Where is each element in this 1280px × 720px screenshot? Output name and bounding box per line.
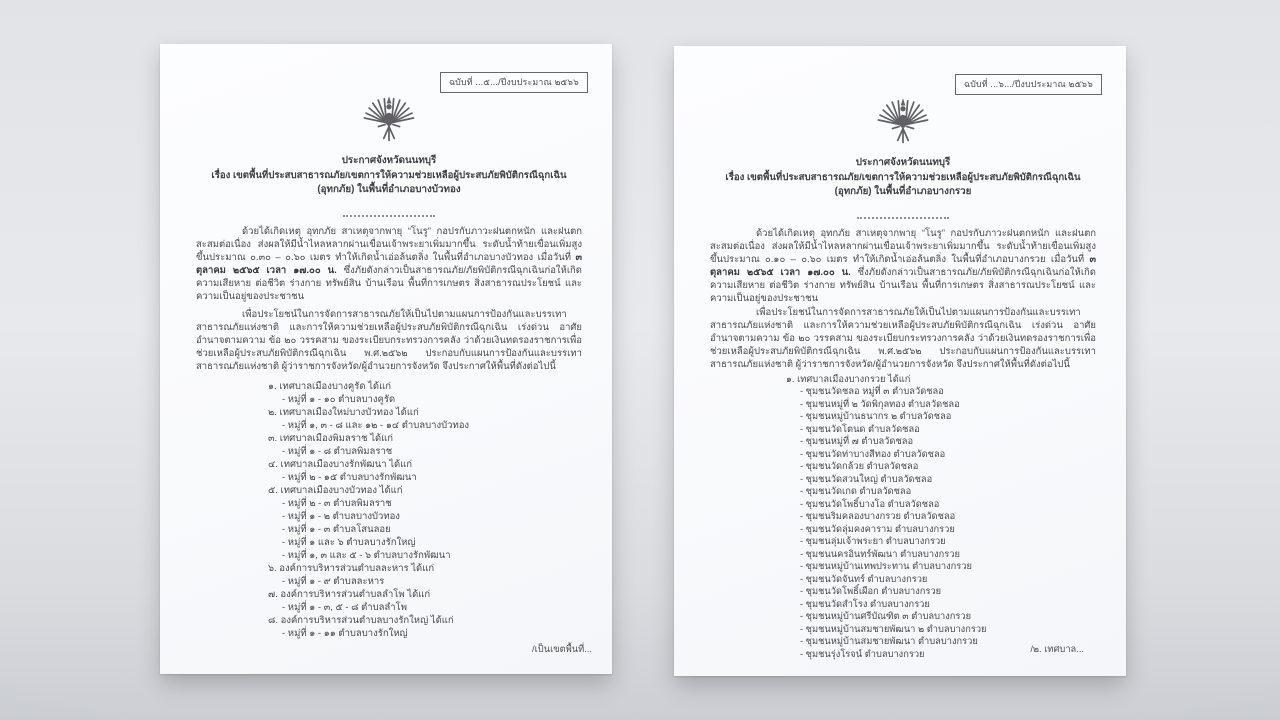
paragraph-text: ด้วยได้เกิดเหตุ อุทกภัย สาเหตุจากพายุ “โนรู” กอปรกับภาวะฝนตกหนัก และฝนตกสะสมต่อเนื่อง ส่งผลให้มีน้ำไหลหลากผ่านเขื่อนเจ้าพระยาเพิ่มมากขึ้น ระดับน้ำท้ายเขื่อนเพิ่มสูงขึ้นประมาณ ๐.๑๐ – ๐.๖๐ เมตร ทำให้เกิดน้ำเอ่อล้นตลิ่ง ในพื้นที่อำเภอบางกรวย เมื่อวันที่ [710,227,1096,265]
list-item: - ชุมชนหมู่บ้านเทพประทาน ตำบลบางกรวย [800,561,972,571]
body-paragraph-2: เพื่อประโยชน์ในการจัดการสาธารณภัยให้เป็นไปตามแผนการป้องกันและบรรเทาสาธารณภัยแห่งชาติ และการให้ความช่วยเหลือผู้ประสบภัยพิบัติกรณีฉุกเฉิน เร่งด่วน อาศัยอำนาจตามความ ข้อ ๒๐ วรรคสาม ของระเบียบกระทรวงการคลัง ว่าด้วยเงินทดรองราชการเพื่อช่วยเหลือผู้ประสบภัยพิบัติกรณีฉุกเฉิน พ.ศ.๒๕๖๒ ประกอบกับแผนการป้องกันและบรรเทาสาธารณภัยแห่งชาติ ผู้ว่าราชการจังหวัด/ผู้อำนวยการจังหวัด จึงประกาศให้พื้นที่ดังต่อไปนี้ [196,308,582,372]
list-item: - ชุมชนวัดท่าบางสีทอง ตำบลวัดชลอ [800,448,946,459]
list-item: - หมู่ที่ ๑ - ๒ ตำบลบางบัวทอง [282,510,400,522]
list-item: - ชุมชนริมคลองบางกรวย ตำบลวัดชลอ [800,511,956,521]
list-item: - หมู่ที่ ๒ - ๓ ตำบลพิมลราช [282,497,392,509]
list-item: - ชุมชนรุ่งโรจน์ ตำบลบางกรวย [800,648,925,659]
list-item: - ชุมชนหมู่บ้านสมชายพัฒนา ๒ ตำบลบางกรวย [800,623,987,634]
page-title: ประกาศจังหวัดนนทบุรี [341,155,437,166]
list-item: - ชุมชนวัดโพธิ์บางโอ ตำบลวัดชลอ [800,498,940,509]
document-page-1 [160,44,612,674]
dotted-divider [343,215,435,217]
list-item: - ชุมชนวัดจันทร์ ตำบลบางกรวย [800,573,928,584]
announcement-subject: เรื่อง เขตพื้นที่ประสบสาธารณภัย/เขตการให้ความช่วยเหลือผู้ประสบภัยพิบัติกรณีฉุกเฉิน [725,171,1081,183]
affected-area-list [196,380,582,640]
body-paragraph-1 [196,225,582,303]
continuation-note: /๒. เทศบาล... [1030,644,1084,654]
list-item: ๑. เทศบาลเมืองบางคูรัด ได้แก่ [268,380,391,392]
page-title: ประกาศจังหวัดนนทบุรี [855,157,951,168]
garuda-emblem-icon [870,88,936,152]
list-item: ๔. เทศบาลเมืองบางรักพัฒนา ได้แก่ [268,458,413,470]
list-item: - ชุมชนหมู่บ้านศรีบัณฑิต ๓ ตำบลบางกรวย [800,611,972,621]
list-item: - หมู่ที่ ๒ - ๑๕ ตำบลบางรักพัฒนา [282,471,417,483]
paragraph-text: ซึ่งภัยดังกล่าวเป็นสาธารณภัย/ภัยพิบัติกรณีฉุกเฉินก่อให้เกิดความเสียหาย ต่อชีวิต ร่างกาย ทรัพย์สิน บ้านเรือน พื้นที่การเกษตร สิ่งสาธารณประโยชน์ และความเป็นอยู่ของประชาชน [710,266,1096,304]
list-item: - หมู่ที่ ๑ - ๙ ตำบลละหาร [282,575,385,587]
announcement-subject: เรื่อง เขตพื้นที่ประสบสาธารณภัย/เขตการให้ความช่วยเหลือผู้ประสบภัยพิบัติกรณีฉุกเฉิน [211,169,567,181]
list-item: ๕. เทศบาลเมืองบางบัวทอง ได้แก่ [268,484,403,496]
list-item: - หมู่ที่ ๑ - ๓, ๕ - ๘ ตำบลลำโพ [282,601,407,613]
list-item: - หมู่ที่ ๑ - ๘ ตำบลพิมลราช [282,445,393,457]
body-paragraph-2: เพื่อประโยชน์ในการจัดการสาธารณภัยให้เป็นไปตามแผนการป้องกันและบรรเทาสาธารณภัยแห่งชาติ และการให้ความช่วยเหลือผู้ประสบภัยพิบัติกรณีฉุกเฉิน เร่งด่วน อาศัยอำนาจตามความ ข้อ ๒๐ วรรคสาม ของระเบียบกระทรวงการคลัง ว่าด้วยเงินทดรองราชการเพื่อช่วยเหลือผู้ประสบภัยพิบัติกรณีฉุกเฉิน พ.ศ.๒๕๖๒ ประกอบกับแผนการป้องกันและบรรเทาสาธารณภัยแห่งชาติ ผู้ว่าราชการจังหวัด/ผู้อำนวยการจังหวัด จึงประกาศให้พื้นที่ดังต่อไปนี้ [710,306,1096,370]
list-item: - ชุมชนวัดลุ่มคงคาราม ตำบลบางกรวย [800,523,955,534]
list-item: ๘. องค์การบริหารส่วนตำบลบางรักใหญ่ ได้แก่ [268,614,454,626]
document-page-2 [674,46,1126,676]
list-item: - ชุมชนหมู่บ้านสมชายพัฒนา ตำบลบางกรวย [800,636,978,646]
list-item: ๒. เทศบาลเมืองใหม่บางบัวทอง ได้แก่ [268,406,419,418]
body-paragraph-1 [710,227,1096,305]
list-item: - ชุมชนวัดโพธิ์เผือก ตำบลบางกรวย [800,586,942,596]
list-item: - หมู่ที่ ๑ และ ๖ ตำบลบางรักใหญ่ [282,536,416,548]
list-item: - ชุมชนหมู่ที่ ๗ ตำบลวัดชลอ [800,436,914,446]
affected-area-list [710,373,1096,661]
incident-date-bold: ๓ ตุลาคม ๒๕๖๕ เวลา ๑๗.๐๐ น. [196,251,582,276]
page-content [674,46,1126,676]
list-item: - ชุมชนวัดสำโรง ตำบลบางกรวย [800,598,930,609]
paragraph-text: ด้วยได้เกิดเหตุ อุทกภัย สาเหตุจากพายุ “โนรู” กอปรกับภาวะฝนตกหนัก และฝนตกสะสมต่อเนื่อง ส่งผลให้มีน้ำไหลหลากผ่านเขื่อนเจ้าพระยาเพิ่มมากขึ้น ระดับน้ำท้ายเขื่อนเพิ่มสูงขึ้นประมาณ ๐.๓๐ – ๐.๖๐ เมตร ทำให้เกิดน้ำเอ่อล้นตลิ่ง ในพื้นที่อำเภอบางบัวทอง เมื่อวันที่ [196,225,582,263]
list-item: ๓. เทศบาลเมืองพิมลราช ได้แก่ [268,432,394,444]
list-item: - หมู่ที่ ๑ - ๑๑ ตำบลบางรักใหญ่ [282,627,408,639]
list-item: - ชุมชนลุ่มเจ้าพระยา ตำบลบางกรวย [800,536,946,546]
garuda-emblem-icon [356,86,422,150]
announcement-area: (อุทกภัย) ในพื้นที่อำเภอบางกรวย [834,186,972,197]
announcement-title-block [196,154,582,198]
list-item: - ชุมชนนครอินทร์พัฒนา ตำบลบางกรวย [800,548,960,559]
paragraph-text: ซึ่งภัยดังกล่าวเป็นสาธารณภัย/ภัยพิบัติกรณีฉุกเฉินก่อให้เกิดความเสียหาย ต่อชีวิต ร่างกาย ทรัพย์สิน บ้านเรือน พื้นที่การเกษตร สิ่งสาธารณประโยชน์ และความเป็นอยู่ของประชาชน [196,264,582,302]
list-item: ๖. องค์การบริหารส่วนตำบลละหาร ได้แก่ [268,562,435,574]
document-number-box: ฉบับที่ ...๕.../ปีงบประมาณ ๒๕๖๖ [440,72,588,93]
list-item: - ชุมชนหมู่ที่ ๒ วัดพิกุลทอง ตำบลวัดชลอ [800,398,960,409]
list-item: - ชุมชนหมู่บ้านธนากร ๒ ตำบลวัดชลอ [800,411,952,421]
list-item: - หมู่ที่ ๑ - ๓ ตำบลโสนลอย [282,523,391,535]
page-content [160,44,612,674]
incident-date-bold: ๓ ตุลาคม ๒๕๖๕ เวลา ๑๗.๐๐ น. [710,253,1096,278]
announcement-area: (อุทกภัย) ในพื้นที่อำเภอบางบัวทอง [317,184,461,195]
announcement-title-block [710,156,1096,200]
list-item: - ชุมชนวัดโตนด ตำบลวัดชลอ [800,423,920,434]
list-item: ๗. องค์การบริหารส่วนตำบลลำโพ ได้แก่ [268,588,431,600]
list-item: ๑. เทศบาลเมืองบางกรวย ได้แก่ [786,373,911,384]
list-item: - หมู่ที่ ๑ - ๑๐ ตำบลบางคูรัด [282,393,396,405]
document-number-box: ฉบับที่ ...๖.../ปีงบประมาณ ๒๕๖๖ [955,74,1102,95]
list-item: - ชุมชนวัดสวนใหญ่ ตำบลวัดชลอ [800,473,933,484]
continuation-note: /เป็นเขตพื้นที่... [532,644,592,654]
list-item: - ชุมชนวัดกล้วย ตำบลวัดชลอ [800,461,919,471]
list-item: - ชุมชนวัดเกด ตำบลวัดชลอ [800,486,912,496]
list-item: - หมู่ที่ ๑, ๓ - ๘ และ ๑๒ - ๑๔ ตำบลบางบัวทอง [282,419,470,431]
dotted-divider [857,217,949,219]
list-item: - หมู่ที่ ๑, ๓ และ ๕ - ๖ ตำบลบางรักพัฒนา [282,549,451,561]
list-item: - ชุมชนวัดชลอ หมู่ที่ ๓ ตำบลวัดชลอ [800,386,944,396]
